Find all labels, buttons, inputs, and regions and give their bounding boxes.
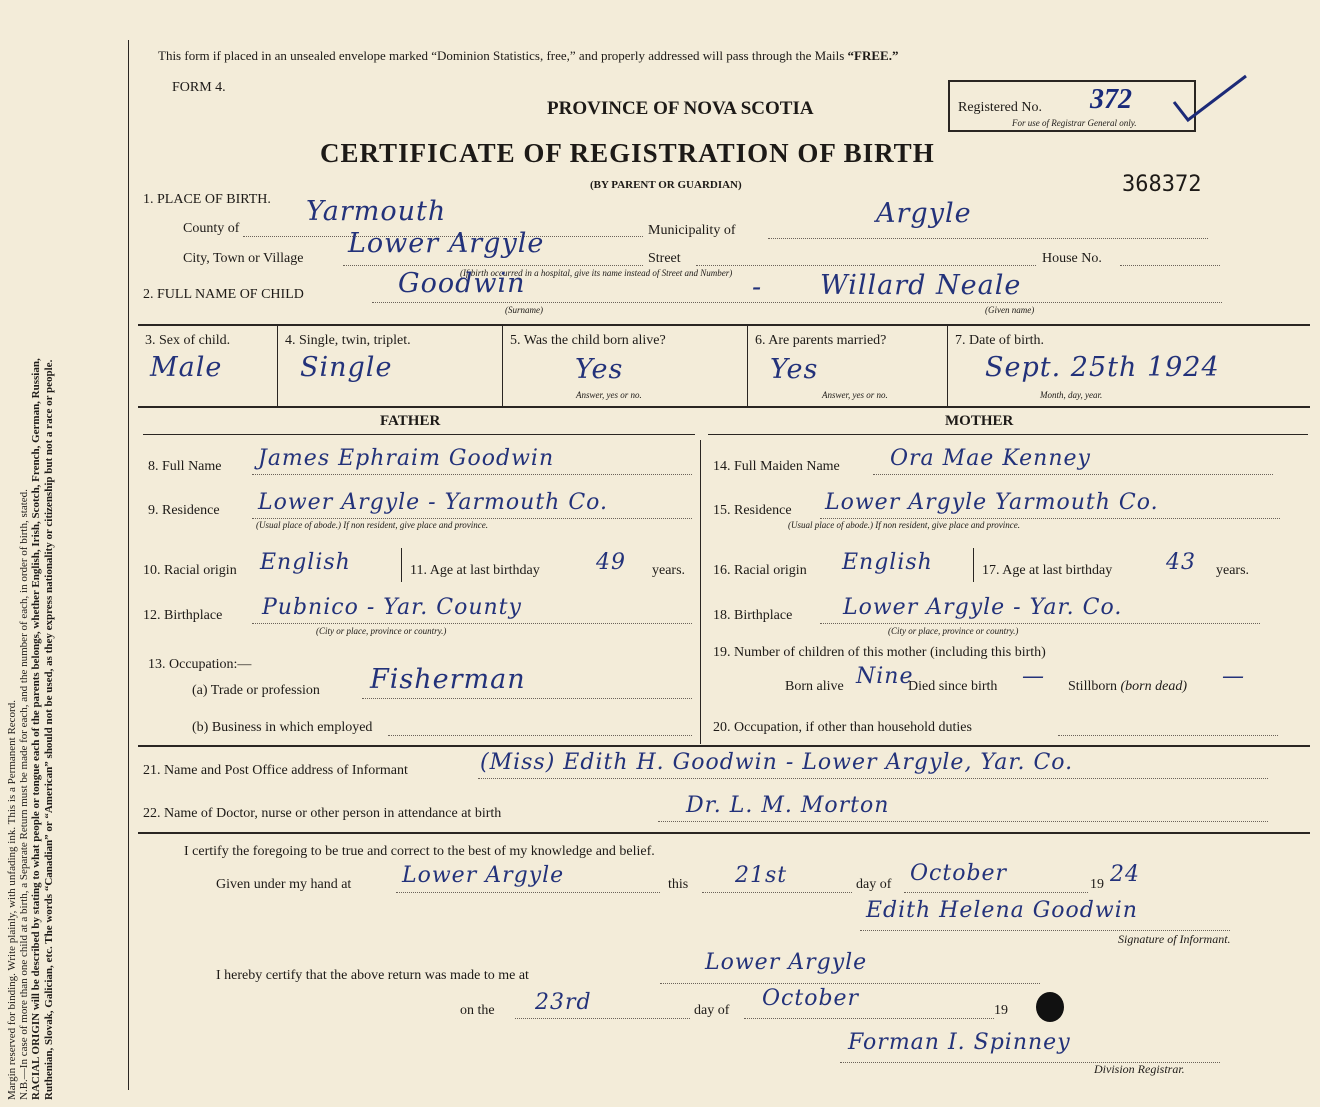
occupation-label: 13. Occupation:— [148,657,252,672]
father-birthplace-label: 12. Birthplace [143,608,223,623]
postal-free: “FREE.” [847,48,899,63]
name-dash: - [752,272,763,303]
doctor-label: 22. Name of Doctor, nurse or other person in attendance at birth [143,806,502,821]
registrar-place: Lower Argyle [705,950,868,975]
father-name-label: 8. Full Name [148,459,222,474]
dob-note: Month, day, year. [1040,390,1103,400]
business-label: (b) Business in which employed [192,720,373,735]
mother-name-label: 14. Full Maiden Name [713,459,840,474]
certify-day: 21st [735,863,788,888]
father-residence-label: 9. Residence [148,503,220,518]
registrar-signature-caption: Division Registrar. [1094,1062,1185,1076]
plurality-label: 4. Single, twin, triplet. [285,333,411,348]
mother-race: English [842,550,933,575]
ink-blot [1036,992,1064,1022]
sex-value: Male [150,352,223,383]
mother-residence-label: 15. Residence [713,503,792,518]
day-of-label: day of [856,877,892,892]
mother-age-label: 17. Age at last birthday [982,563,1113,578]
child-given-name: Willard Neale [820,270,1022,301]
nb-note: N.B.—In case of more than one child at a birth, a Separate Return must be made for each, and the number of each, in order of birth, stated. [18,489,31,1100]
birthplace-note: (City or place, province or country.) [316,626,447,636]
street-label: Street [648,251,681,266]
died-count: — [1022,664,1045,689]
father-race-label: 10. Racial origin [143,563,237,578]
mother-name: Ora Mae Kenney [890,446,1091,471]
province-heading: PROVINCE OF NOVA SCOTIA [547,98,814,119]
certify-month: October [910,861,1008,886]
dob-value: Sept. 25th 1924 [985,352,1220,383]
birthplace-note: (City or place, province or country.) [888,626,1019,636]
informant-signature: Edith Helena Goodwin [866,898,1138,923]
rule [138,324,1310,326]
children-count-label: 19. Number of children of this mother (including this birth) [713,645,1046,660]
registered-label: Registered No. [958,100,1042,115]
stamp-number: 368372 [1122,172,1202,197]
father-age: 49 [596,550,626,575]
registrar-year-prefix: 19 [994,1003,1008,1018]
place-of-birth-label: 1. PLACE OF BIRTH. [143,192,271,207]
year-prefix: 19 [1090,877,1104,892]
registrar-month: October [762,986,860,1011]
dob-label: 7. Date of birth. [955,333,1045,348]
on-the-label: on the [460,1003,495,1018]
municipality-value: Argyle [876,198,972,229]
doctor-value: Dr. L. M. Morton [686,793,890,818]
father-race: English [260,550,351,575]
answer-note: Answer, yes or no. [822,390,888,400]
county-label: County of [183,221,240,236]
form-number: FORM 4. [172,80,226,95]
father-birthplace: Pubnico - Yar. County [262,595,522,620]
registered-number: 372 [1090,84,1132,115]
mother-birthplace: Lower Argyle - Yar. Co. [843,595,1123,620]
this-label: this [668,877,689,892]
registrar-statement: I hereby certify that the above return was made to me at [216,968,529,983]
mother-age: 43 [1166,550,1196,575]
municipality-label: Municipality of [648,223,736,238]
city-value: Lower Argyle [348,228,545,259]
certify-year: 24 [1110,862,1140,887]
mother-heading: MOTHER [945,413,1014,429]
child-surname: Goodwin [398,268,526,299]
house-label: House No. [1042,251,1102,266]
document-title: CERTIFICATE OF REGISTRATION OF BIRTH [320,138,935,168]
mother-occupation-label: 20. Occupation, if other than household duties [713,720,972,735]
stillborn-label: Stillborn (born dead) [1068,679,1188,694]
answer-note: Answer, yes or no. [576,390,642,400]
registered-box [948,80,1196,132]
margin-notes [6,10,128,1100]
mother-birthplace-label: 18. Birthplace [713,608,793,623]
trade-label: (a) Trade or profession [192,683,320,698]
informant-signature-caption: Signature of Informant. [1118,932,1231,946]
died-label: Died since birth [908,679,998,694]
surname-note: (Surname) [505,305,543,315]
years-label: years. [1216,563,1250,578]
father-residence: Lower Argyle - Yarmouth Co. [258,490,609,515]
registrar-day: 23rd [535,990,592,1015]
years-label: years. [652,563,686,578]
given-label: Given under my hand at [216,877,352,892]
city-label: City, Town or Village [183,251,304,266]
hospital-note: (If birth occurred in a hospital, give its name instead of Street and Number) [460,268,733,278]
document-subtitle: (BY PARENT OR GUARDIAN) [590,179,742,191]
born-alive-count: Nine [856,664,914,689]
sex-label: 3. Sex of child. [145,333,231,348]
checkmark-icon [1170,72,1250,132]
margin-note: Margin reserved for binding. Write plainly, with unfading ink. This is a Permanent Record. [6,700,18,1100]
child-name-label: 2. FULL NAME OF CHILD [143,287,304,302]
margin-rule [128,40,129,1090]
mother-residence: Lower Argyle Yarmouth Co. [825,490,1159,515]
county-value: Yarmouth [306,196,447,227]
father-heading: FATHER [380,413,441,429]
informant-value: (Miss) Edith H. Goodwin - Lower Argyle, Yar. Co. [480,750,1074,775]
registrar-signature: Forman I. Spinney [848,1030,1071,1055]
residence-note: (Usual place of abode.) If non resident, give place and province. [256,520,489,530]
given-name-note: (Given name) [985,305,1035,315]
father-age-label: 11. Age at last birthday [410,563,540,578]
born-alive-label: 5. Was the child born alive? [510,333,666,348]
postal-notice: This form if placed in an unsealed envelope marked “Dominion Statistics, free,” and properly addressed will pass through the Mails “FREE.” [158,48,899,63]
stillborn-count: — [1222,664,1245,689]
father-trade: Fisherman [370,664,526,695]
racial-note-line-1: RACIAL ORIGIN will be described by stating to what people or tongue each of the parents belongs, whether English, Irish, Scotch, French, German, Russian, [30,358,43,1100]
informant-label: 21. Name and Post Office address of Informant [143,763,408,778]
registrar-day-of-label: day of [694,1003,730,1018]
born-alive-count-label: Born alive [785,679,844,694]
racial-note-line-2: Ruthenian, Slovak, Galician, etc. The words “Canadian” or “American” should not be used, as they express nationality or citizenship but not a race or people. [42,359,55,1100]
father-name: James Ephraim Goodwin [258,446,555,471]
mother-race-label: 16. Racial origin [713,563,807,578]
married-value: Yes [770,354,819,385]
plurality-value: Single [300,352,393,383]
born-alive-value: Yes [575,354,624,385]
married-label: 6. Are parents married? [755,333,887,348]
given-place: Lower Argyle [402,863,565,888]
certify-statement: I certify the foregoing to be true and correct to the best of my knowledge and belief. [184,844,655,859]
registrar-note: For use of Registrar General only. [1012,118,1137,128]
residence-note: (Usual place of abode.) If non resident, give place and province. [788,520,1021,530]
